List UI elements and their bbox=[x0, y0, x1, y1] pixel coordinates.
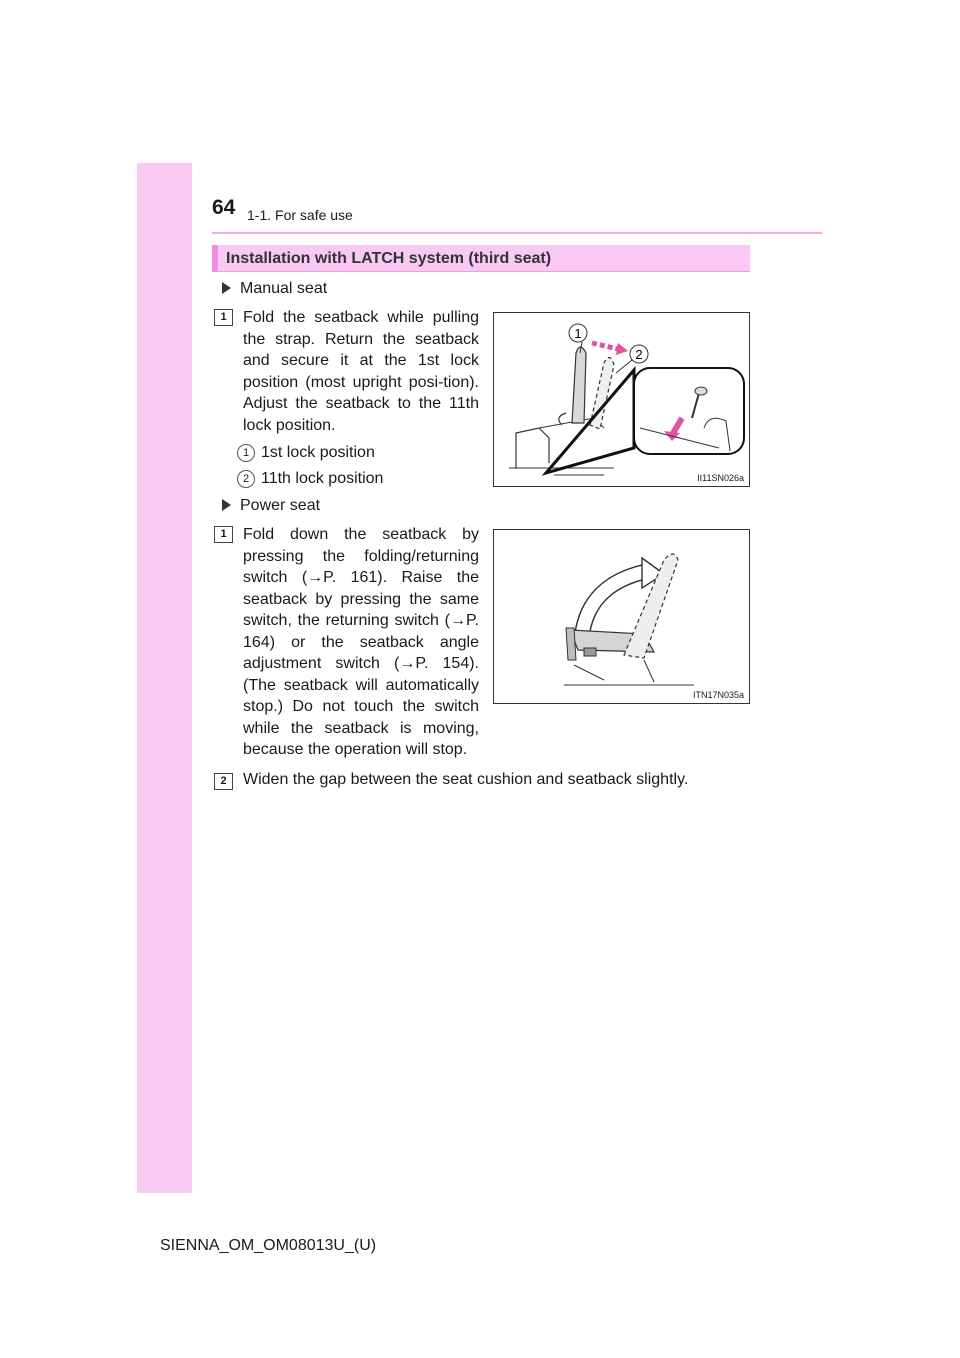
legend-item-2: 2 11th lock position bbox=[237, 470, 383, 488]
manual-seat-bullet: Manual seat bbox=[222, 280, 327, 298]
manual-seat-instructions: Fold the seatback while pulling the strap. Return the seatback and secure it at the 1st lock position (most upright posi-tion). Adjust the seatback to the 11th lock position. bbox=[243, 309, 479, 434]
header-rule bbox=[212, 232, 822, 234]
seat-folding-illustration bbox=[494, 313, 749, 486]
triangle-bullet-icon bbox=[222, 499, 231, 511]
power-seat-instructions: Fold down the seatback by pressing the folding/returning switch (→P. 161). Raise the seatback by pressing the same switch, the returning switch (→P. 164) or the seatback angle adjustment switch (→P. 154). (The seatback will automatically stop.) Do not touch the switch while the seatback is moving, because the operation will stop. bbox=[243, 526, 479, 758]
triangle-bullet-icon bbox=[222, 282, 231, 294]
callout-number: 2 bbox=[237, 470, 255, 488]
step-number-box: 1 bbox=[214, 309, 233, 326]
svg-text:2: 2 bbox=[635, 347, 643, 362]
svg-text:1: 1 bbox=[574, 326, 582, 341]
section-title: 1-1. For safe use bbox=[247, 207, 353, 223]
figure-code: ITN17N035a bbox=[692, 690, 744, 700]
document-code-footer: SIENNA_OM_OM08013U_(U) bbox=[160, 1237, 377, 1254]
side-tab-band bbox=[137, 163, 192, 1193]
seat-raising-illustration bbox=[494, 530, 749, 703]
section-heading: Installation with LATCH system (third seat) bbox=[212, 245, 750, 272]
step2-instruction: Widen the gap between the seat cushion and seatback slightly. bbox=[243, 771, 689, 788]
figure-code: II11SN026a bbox=[697, 473, 744, 483]
step-number-box: 1 bbox=[214, 526, 233, 543]
power-seat-bullet: Power seat bbox=[222, 497, 320, 515]
manual-seat-figure bbox=[493, 312, 750, 487]
callout-number: 1 bbox=[237, 444, 255, 462]
page-number: 64 bbox=[212, 196, 236, 219]
legend-item-1: 1 1st lock position bbox=[237, 444, 375, 462]
step-number-box: 2 bbox=[214, 773, 233, 790]
power-seat-figure bbox=[493, 529, 750, 704]
